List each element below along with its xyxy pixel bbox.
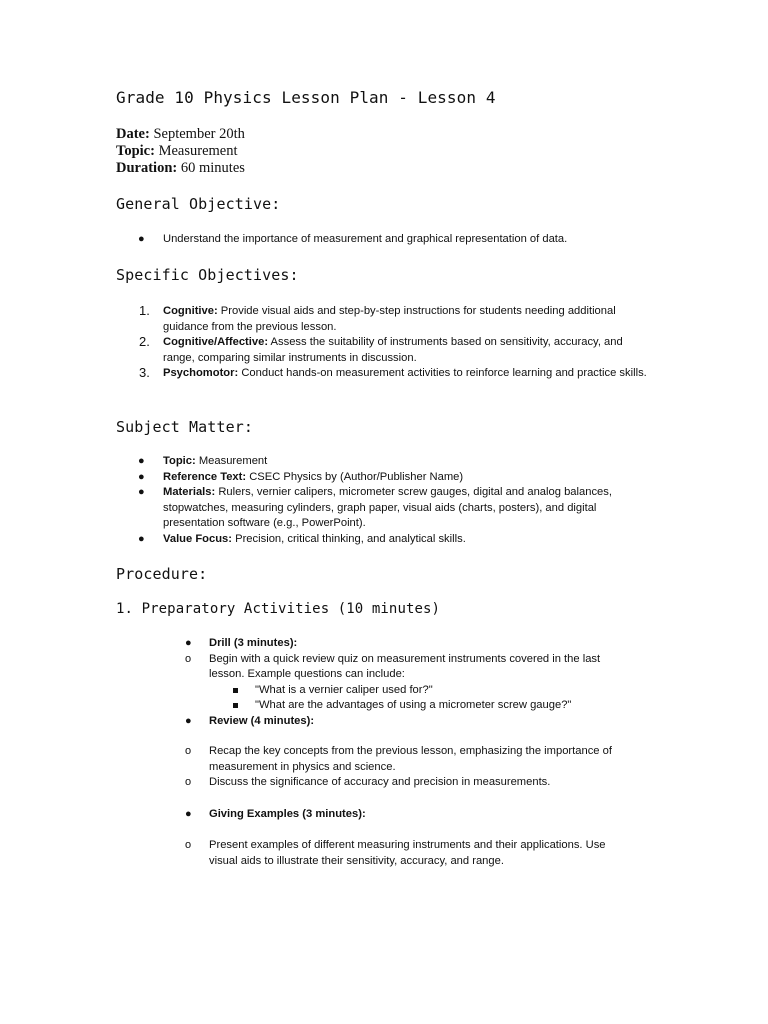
topic-label: Topic: [116, 143, 155, 159]
general-objective-heading: General Objective: [116, 195, 281, 213]
date-line [116, 126, 245, 143]
list-item: o Begin with a quick review quiz on measurement instruments covered in the last lesson. Example questions can include: [185, 652, 601, 680]
bullet-icon: ● [138, 233, 145, 245]
bullet-icon: ● [138, 486, 145, 498]
list-item: ● Review (4 minutes): [163, 714, 623, 730]
list-item: o Discuss the significance of accuracy and precision in measurements. [163, 775, 623, 791]
general-objective-list [116, 232, 716, 248]
specific-objectives-heading: Specific Objectives: [116, 266, 299, 284]
circle-bullet-icon: o [185, 745, 192, 757]
bullet-icon: ● [185, 637, 192, 649]
list-item: ● Materials: Rulers, vernier calipers, micrometer screw gauges, digital and analog balances, stopwatches, measuring cylinders, graph paper, visual aids (charts, posters), and digital presentation software (e.g., PowerPoint). [138, 486, 612, 529]
section-heading: 1. Preparatory Activities (10 minutes) [116, 601, 441, 617]
list-item: ● Value Focus: Precision, critical thinking, and analytical skills. [116, 532, 656, 548]
list-item: o Present examples of different measuring instruments and their applications. Use visual aids to illustrate their sensitivity, accuracy, and range. [185, 839, 606, 867]
duration-line [116, 160, 245, 177]
list-item: 1. Cognitive: Provide visual aids and step-by-step instructions for students needing additional guidance from the previous lesson. [139, 303, 616, 333]
bullet-icon: ● [138, 470, 145, 483]
list-item: 3. Psychomotor: Conduct hands-on measurement activities to reinforce learning and practice skills. [139, 365, 647, 380]
topic-value: Measurement [158, 143, 238, 159]
duration-label: Duration: [116, 160, 178, 176]
topic-line [116, 143, 245, 160]
circle-bullet-icon: o [185, 839, 192, 851]
list-item: "What are the advantages of using a micrometer screw gauge?" [163, 698, 623, 714]
list-item: ● Reference Text: CSEC Physics by (Author/Publisher Name) [116, 470, 656, 486]
bullet-icon: ● [138, 532, 145, 545]
list-item: ● Giving Examples (3 minutes): [163, 807, 623, 823]
list-item: o Recap the key concepts from the previous lesson, emphasizing the importance of measurement in physics and science. [185, 745, 612, 773]
bullet-icon: ● [138, 455, 145, 467]
specific-objectives-list [116, 304, 656, 382]
list-item: ● Drill (3 minutes): [163, 636, 623, 652]
circle-bullet-icon: o [185, 652, 192, 665]
square-bullet-icon [233, 703, 238, 708]
bullet-icon: ● [185, 714, 192, 727]
circle-bullet-icon: o [185, 776, 192, 788]
procedure-list [163, 636, 623, 869]
subject-matter-heading: Subject Matter: [116, 418, 253, 436]
square-bullet-icon [233, 688, 238, 693]
list-item: "What is a vernier caliper used for?" [163, 683, 623, 699]
duration-value: 60 minutes [180, 160, 245, 176]
subject-matter-list [116, 454, 656, 547]
procedure-heading: Procedure: [116, 565, 208, 583]
document-title: Grade 10 Physics Lesson Plan - Lesson 4 [116, 88, 496, 107]
bullet-icon: ● [185, 807, 192, 820]
list-item: ● Topic: Measurement [116, 454, 656, 470]
date-value: September 20th [153, 126, 245, 142]
lesson-meta [116, 126, 245, 177]
list-item: ● Understand the importance of measurement and graphical representation of data. [116, 232, 716, 248]
list-item: 2. Cognitive/Affective: Assess the suitability of instruments based on sensitivity, accuracy, and range, comparing similar instruments in discussion. [139, 334, 623, 364]
date-label: Date: [116, 126, 150, 142]
